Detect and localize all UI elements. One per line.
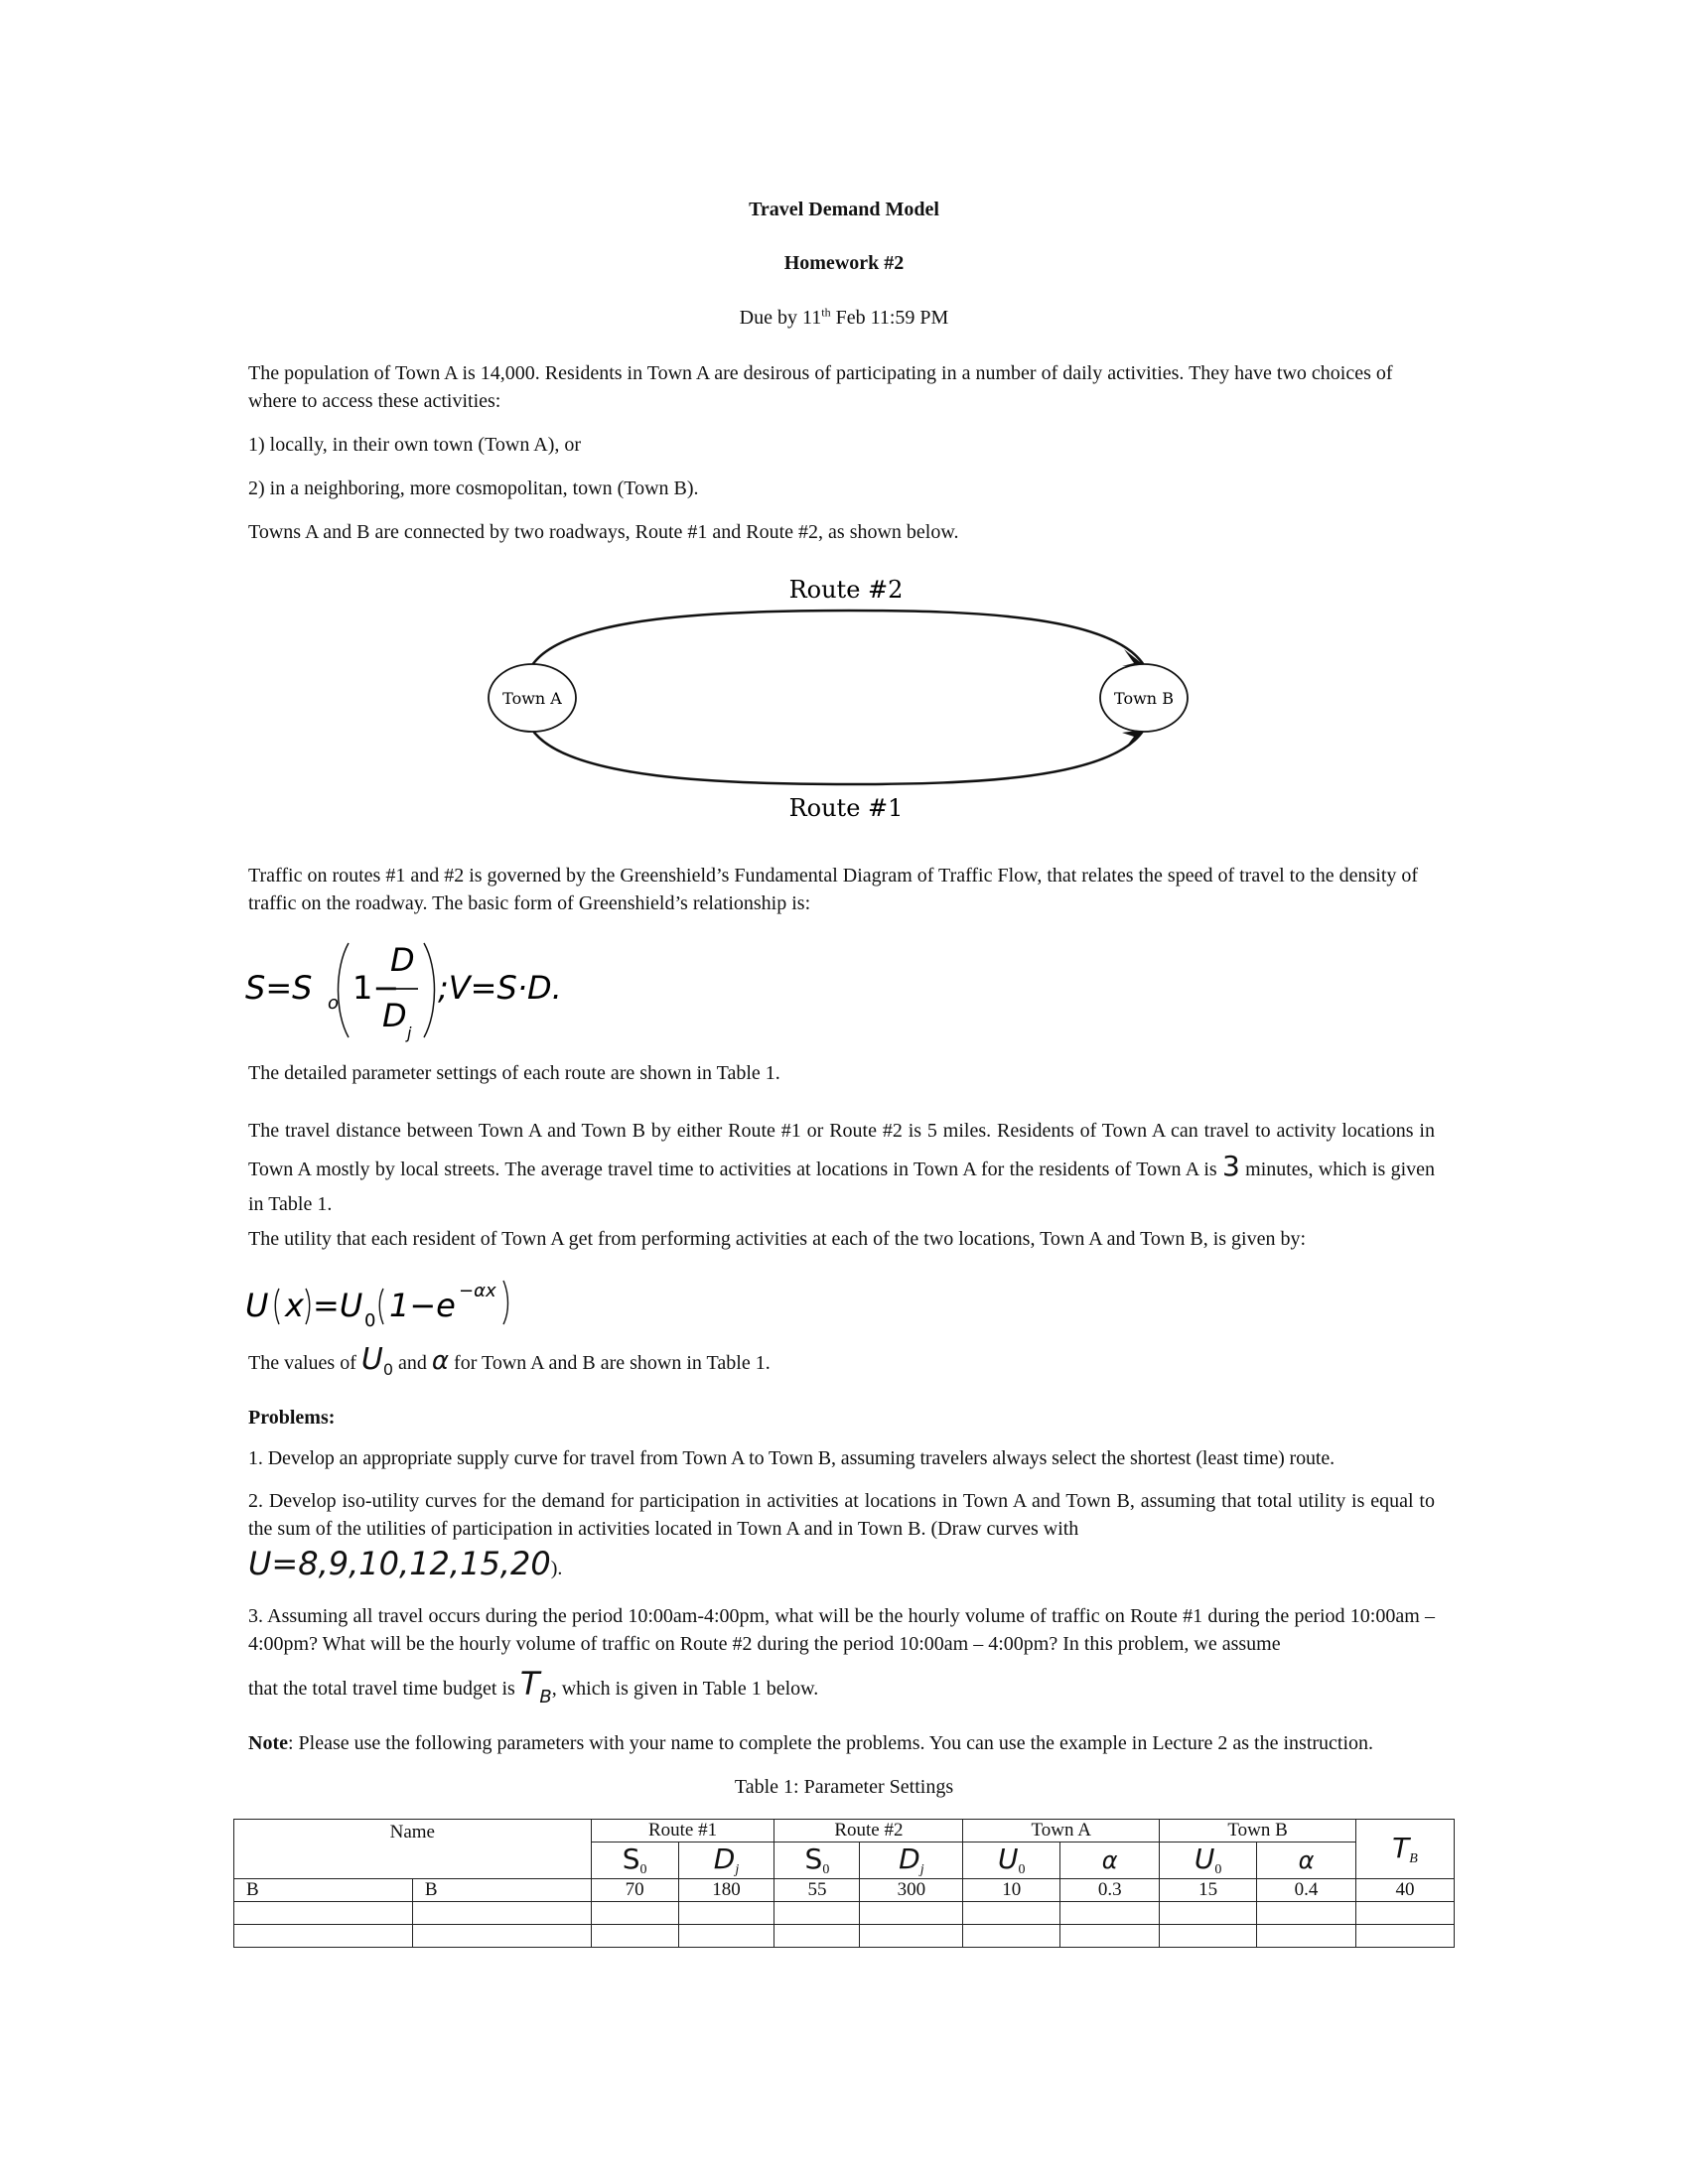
symbol-u0-town-a: $U_0$ [963,1843,1060,1879]
header-town-b: Town B [1160,1820,1356,1843]
table-row [234,1878,1455,1901]
symbol-dj-route1: $D_j$ [678,1843,774,1879]
table-row-empty [234,1924,1455,1947]
routes-intro: Towns A and B are connected by two roadways, Route #1 and Route #2, as shown below. [248,521,959,543]
table-row-empty [234,1901,1455,1924]
greenshield-paragraph: Traffic on routes #1 and #2 is governed by the Greenshield’s Fundamental Diagram of Traffic Flow, that relates the speed of travel to the density of traffic on the roadway. The basic form of Greenshield’s relationship is: [248,865,1419,914]
table-cell: 300 [860,1878,963,1901]
intro-paragraph: The population of Town A is 14,000. Residents in Town A are desirous of participating in a number of daily activities. They have two choices of where to access these activities: [248,362,1393,412]
problem-3: 3. Assuming all travel occurs during the period 10:00am-4:00pm, what will be the hourly volume of traffic on Route #1 during the period 10:00am – 4:00pm? What will be the hourly volume of traffic on Route #2 during the period 10:00am – 4:00pm? In this problem, we assume [248,1605,1435,1655]
choice-1: 1) locally, in their own town (Town A), or [248,434,582,456]
symbol-s0-route1: $S_0$ [591,1843,678,1879]
table-cell: 0.4 [1257,1878,1356,1901]
route-2-label: Route #2 [788,576,904,604]
problems-heading: Problems: [248,1407,336,1429]
svg-text:−αx: −αx [459,1281,496,1301]
route-1-label: Route #1 [788,794,904,822]
svg-text:U: U [245,1287,269,1324]
table-header-row [234,1820,1455,1843]
note-line: Note: Please use the following parameters with your name to complete the problems. You can use the example in Lecture 2 as the instruction. [248,1732,1374,1754]
svg-text:0: 0 [364,1310,376,1331]
svg-text:j: j [407,1024,412,1042]
header-route-1: Route #1 [591,1820,774,1843]
table-cell: 180 [678,1878,774,1901]
problem-2: 2. Develop iso-utility curves for the demand for participation in activities at locations in Town A and Town B, assuming that total utility is equal to the sum of the utilities of participation in activities located in Town A and in Town B. (Draw curves with [248,1490,1435,1540]
svg-text:1−: 1− [352,969,400,1007]
header-route-2: Route #2 [774,1820,963,1843]
choice-2: 2) in a neighboring, more cosmopolitan, town (Town B). [248,478,699,499]
svg-text:o: o [328,993,340,1014]
svg-text:;V=S·D.: ;V=S·D. [438,969,562,1007]
parameter-table [233,1819,1455,1948]
table-cell: 0.3 [1060,1878,1160,1901]
header-tb: $T_B$ [1355,1820,1454,1879]
problem-2-curves: U=8,9,10,12,15,20). [248,1545,563,1582]
symbol-s0-route2: $S_0$ [774,1843,860,1879]
table-cell: B [412,1878,591,1901]
symbol-alpha-town-b: α [1257,1843,1356,1879]
problem-3-budget: that the total travel time budget is TB, which is given in Table 1 below. [248,1665,819,1707]
route-2-path [532,611,1144,665]
table-cell: 40 [1355,1878,1454,1901]
route-diagram [477,571,1211,829]
details-line: The detailed parameter settings of each route are shown in Table 1. [248,1062,780,1084]
travel-distance-paragraph: The travel distance between Town A and Town B by either Route #1 or Route #2 is 5 miles. Residents of Town A can travel to activity locations in Town A mostly by local streets. The average travel time to activities at locations in Town A for the residents of Town A is 3 minutes, which is given in Table 1. [248,1120,1435,1215]
svg-text:S=S: S=S [245,969,313,1007]
greenshield-equation [243,933,621,1047]
svg-text:D: D [382,997,407,1034]
svg-text:1−e: 1−e [389,1287,456,1324]
table-cell: 70 [591,1878,678,1901]
header-name: Name [234,1820,592,1879]
document-subtitle: Homework #2 [783,252,905,274]
route-1-path [532,730,1144,784]
table-cell: 55 [774,1878,860,1901]
table-cell: 15 [1160,1878,1257,1901]
svg-text:=U: =U [313,1287,363,1324]
symbol-alpha-town-a: α [1060,1843,1160,1879]
svg-text:x: x [285,1287,304,1324]
header-town-a: Town A [963,1820,1160,1843]
symbol-u0-town-b: $U_0$ [1160,1843,1257,1879]
utility-equation [243,1273,541,1332]
svg-text:D: D [390,941,415,979]
due-date: Due by 11th Feb 11:59 PM [739,305,949,329]
town-a-label: Town A [502,689,562,708]
values-line: The values of $U_0$ and α for Town A and B are shown in Table 1. [248,1342,771,1379]
table-caption: Table 1: Parameter Settings [734,1776,954,1798]
utility-intro: The utility that each resident of Town A get from performing activities at each of the two locations, Town A and Town B, is given by: [248,1228,1307,1250]
table-cell: 10 [963,1878,1060,1901]
problem-1: 1. Develop an appropriate supply curve for travel from Town A to Town B, assuming travelers always select the shortest (least time) route. [248,1447,1336,1469]
symbol-dj-route2: $D_j$ [860,1843,963,1879]
document-title: Travel Demand Model [749,199,939,220]
town-b-label: Town B [1114,689,1174,708]
table-cell: B [234,1878,413,1901]
